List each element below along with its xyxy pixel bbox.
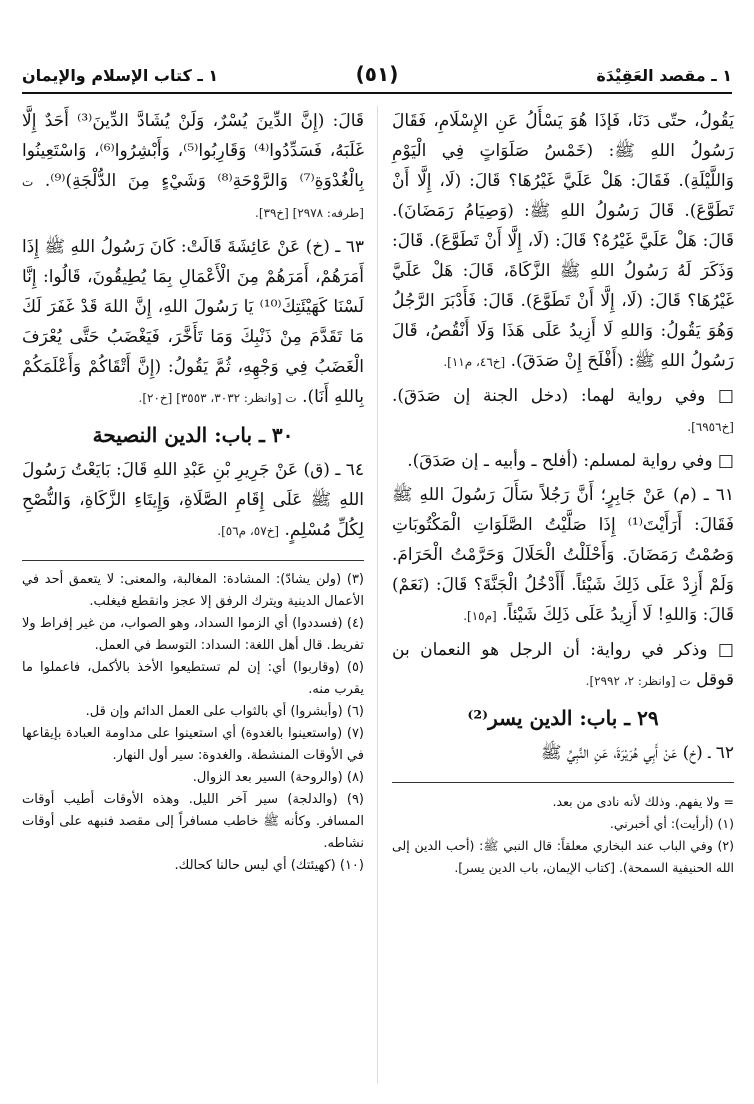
reference: [خ٥٧، م٥٦]. xyxy=(217,524,280,538)
hadith-text: ٦٣ ـ (خ) عَنْ عَائِشَةَ قَالَتْ: كَانَ رَسُولُ اللهِ ﷺ إِذَا أَمَرَهُمْ، أَمَرَهُمْ مِنَ الْأَعْمَالِ بِمَا يُطِيقُونَ، قَالُوا: إِنَّا لَسْنَا كَهَيْئَتِكَ⁽¹⁰⁾ يَا رَسُولَ اللهِ، إِنَّ اللهَ قَدْ غَفَرَ لَكَ مَا تَقَدَّمَ مِنْ ذَنْبِكَ وَمَا تَأَخَّرَ، فَيَغْضَبُ حَتَّى يُعْرَفَ الْغَضَبُ فِي وَجْهِهِ، ثُمَّ يَقُولُ: (إِنَّ أَتْقَاكُمْ وَأَعْلَمَكُمْ بِاللهِ أَنَا). xyxy=(22,237,364,407)
hadith-63 xyxy=(22,232,364,413)
hadith-text: قَالَ: (إِنَّ الدِّينَ يُسْرٌ، وَلَنْ يُشَادَّ الدِّينَ⁽³⁾ أَحَدٌ إِلَّا غَلَبَهُ، فَسَدِّدُوا⁽⁴⁾ وَقَارِبُوا⁽⁵⁾، وَأَبْشِرُوا⁽⁶⁾، وَاسْتَعِينُوا بِالْغُدْوَةِ⁽⁷⁾ وَالرَّوْحَةِ⁽⁸⁾ وَشَيْءٍ مِنَ الدُّلْجَةِ)⁽⁹⁾. xyxy=(22,111,365,191)
hadith-text: يَقُولُ، حتّى دَنَا، فَإذَا هُوَ يَسْأَلُ عَنِ الإِسْلَامِ، فَقَالَ رَسُولُ اللهِ ﷺ: (خَمْسُ صَلَوَاتٍ فِي الْيَوْمِ وَاللَّيْلَةِ). فَقَالَ: هَلْ عَلَيَّ غَيْرُهَا؟ قَالَ: (لَا، إِلَّا أَنْ تَطَوَّعَ). قَالَ رَسُولُ اللهِ ﷺ: (وَصِيَامُ رَمَضَانَ). قَالَ: هَلْ عَلَيَّ غَيْرُهُ؟ قَالَ: (لَا، إِلَّا أَنْ تَطَوَّعَ). قَالَ: وَذَكَرَ لَهُ رَسُولُ اللهِ ﷺ الزَّكَاةَ، قَالَ: هَلْ عَلَيَّ غَيْرُهَا؟ قَالَ: (لَا، إِلَّا أَنْ تَطَوَّعَ). قَالَ: فَأَدْبَرَ الرَّجُلُ وَهُوَ يَقُولُ: وَاللهِ لَا أَزِيدُ عَلَى هَذَا وَلَا أَنْقُصُ، قَالَ رَسُولُ اللهِ ﷺ: (أَفْلَحَ إِنْ صَدَقَ). xyxy=(392,111,734,371)
book-title-left: ١ ـ كتاب الإسلام والإيمان xyxy=(22,66,219,85)
footnote: (٧) (واستعينوا بالغدوة) أي استعينوا على مداومة العبادة بإيقاعها في الأوقات المنشطة. والغدوة: سير أول النهار. xyxy=(22,726,364,763)
footnote: (٥) (وقاربوا) أي: إن لم تستطيعوا الأخذ بالأكمل، فاعملوا ما يقرب منه. xyxy=(22,660,364,697)
hadith-text: ٦٤ ـ (ق) عَنْ جَرِيرِ بْنِ عَبْدِ اللهِ قَالَ: بَايَعْتُ رَسُولَ اللهِ ﷺ عَلَى إِقَامِ الصَّلَاةِ، وَإِيتَاءِ الزَّكَاةِ، وَالنُّصْحِ لِكُلِّ مُسْلِمٍ. xyxy=(22,460,364,540)
page-header xyxy=(22,62,732,92)
footnote: (٢) وفي الباب عند البخاري معلقاً: قال النبي ﷺ: (أحب الدين إلى الله الحنيفية السمحة). [كتاب الإيمان، باب الدين يسر]. xyxy=(392,838,734,875)
hadith-text: ٦١ ـ (م) عَنْ جَابِرٍ؛ أَنَّ رَجُلاً سَأَلَ رَسُولَ اللهِ ﷺ فَقَالَ: أَرَأَيْتَ⁽¹⁾ إِذَا صَلَّيْتُ الصَّلَوَاتِ الْمَكْتُوبَاتِ وَصُمْتُ رَمَضَانَ. وَأَحْلَلْتُ الْحَلَالَ وَحَرَّمْتُ الْحَرَامَ. وَلَمْ أَزِدْ عَلَى ذَلِكَ شَيْئاً. أَأَدْخُلُ الْجَنَّةَ؟ قَالَ: (نَعَمْ) قَالَ: وَاللهِ! لَا أَزِيدُ عَلَى ذَلِكَ شَيْئاً. xyxy=(392,485,734,625)
footnote: (٨) (والروحة) السير بعد الزوال. xyxy=(192,770,364,785)
reference: [خ٦٩٥٦]. xyxy=(687,420,734,434)
footnote: (٩) (والدلجة) سير آخر الليل. وهذه الأوقات أطيب أوقات المسافر. وكأنه ﷺ خاطب مسافراً إلى مقصد فنبهه على أوقات نشاطه. xyxy=(22,792,364,851)
section-title-right: ١ ـ مقصد العَقِيْدَة xyxy=(596,66,732,85)
reference: ت [وانظر: ٢، ٢٩٩٢]. xyxy=(585,674,691,688)
note-text: □ وفي رواية لهما: (دخل الجنة إن صَدَقَ). xyxy=(392,386,734,406)
footnote: (٤) (فسددوا) أي الزموا السداد، وهو الصواب، من غير إفراط ولا تفريط. قال أهل اللغة: السداد: التوسط في العمل. xyxy=(22,616,364,653)
hadith-62-continued xyxy=(22,106,364,228)
footnote: = ولا يفهم. وذلك لأنه نادى من بعد. xyxy=(552,794,734,809)
note-text: □ وذكر في رواية: أن الرجل هو النعمان بن قوقل xyxy=(392,640,734,690)
chapter-title-29: ٢٩ ـ باب: الدين يسر⁽²⁾ xyxy=(467,706,659,730)
narration-note xyxy=(392,635,734,696)
reference: ت [طرفه: ٢٩٧٨] [خ٣٩]. xyxy=(22,175,364,220)
hadith-64 xyxy=(22,455,364,546)
page-number: (٥١) xyxy=(355,62,399,86)
hadith-60-continued xyxy=(392,106,734,377)
footnote: (١) (أرأيت): أي أخبرني. xyxy=(609,816,734,831)
narration-note xyxy=(392,381,734,442)
reference: [خ٤٦، م١١]. xyxy=(443,355,506,369)
footnote-rule xyxy=(22,560,364,561)
column-separator xyxy=(377,106,378,1084)
left-column xyxy=(22,106,364,877)
reference: ت [وانظر: ٣٠٣٢، ٣٥٥٣] [خ٢٠]. xyxy=(138,391,297,405)
hadith-62-start: ٦٢ ـ (خ) عَنْ أَبِي هُرَيْرَةَ، عَنِ النَّبِيِّ ﷺ xyxy=(540,743,734,763)
footnote: (٣) (ولن يشادّ): المشادة: المغالبة، والمعنى: لا يتعمق أحد في الأعمال الدينية ويترك الرفق إلا عجز وانقطع فيغلب. xyxy=(22,572,364,609)
footnote-rule xyxy=(392,782,734,783)
reference: [م١٥]. xyxy=(463,609,497,623)
right-column xyxy=(392,106,734,879)
narration-note: □ وفي رواية لمسلم: (أفلح ـ وأبيه ـ إن صَدَقَ). xyxy=(407,451,734,471)
chapter-title-30: ٣٠ ـ باب: الدين النصيحة xyxy=(92,423,294,447)
footnote: (١٠) (كهيئتك) أي ليس حالنا كحالك. xyxy=(174,858,364,873)
header-rule xyxy=(22,92,732,94)
footnote: (٦) (وأبشروا) أي بالثواب على العمل الدائم وإن قل. xyxy=(85,704,364,719)
hadith-61 xyxy=(392,480,734,631)
